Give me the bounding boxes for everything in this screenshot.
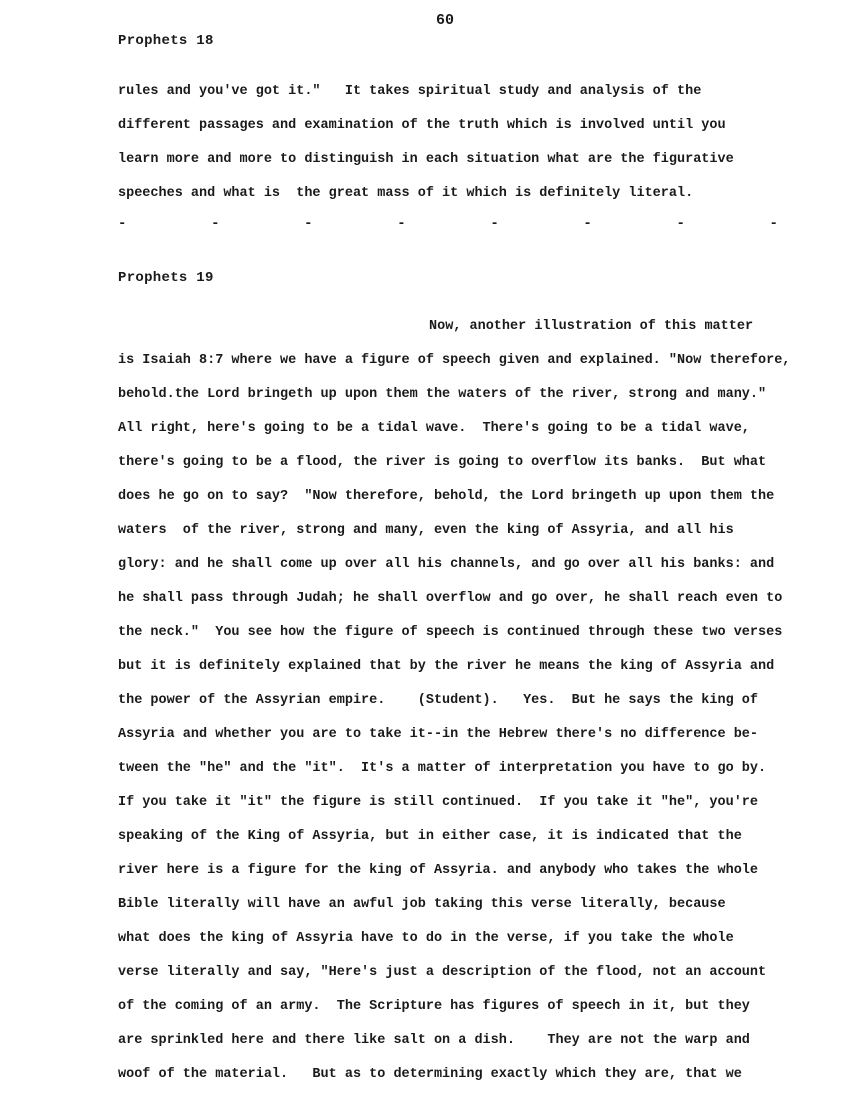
text-line: Now, another illustration of this matter xyxy=(429,319,754,334)
text-line: the neck." You see how the figure of speech is continued through these two verses xyxy=(118,625,783,640)
text-line: of the coming of an army. The Scripture has figures of speech in it, but they xyxy=(118,999,750,1014)
text-line: behold.the Lord bringeth up upon them the waters of the river, strong and many." xyxy=(118,387,767,402)
text-line: what does the king of Assyria have to do in the verse, if you take the whole xyxy=(118,931,734,946)
text-line: are sprinkled here and there like salt on a dish. They are not the warp and xyxy=(118,1033,750,1048)
text-line: learn more and more to distinguish in each situation what are the figurative xyxy=(118,152,734,167)
text-line: woof of the material. But as to determining exactly which they are, that we xyxy=(118,1067,742,1082)
paragraph-body xyxy=(118,316,828,1098)
text-line: the power of the Assyrian empire. (Student). Yes. But he says the king of xyxy=(118,693,759,708)
text-line: Assyria and whether you are to take it--in the Hebrew there's no difference be- xyxy=(118,727,759,742)
divider-dash: - xyxy=(211,216,220,232)
text-line: If you take it "it" the figure is still continued. If you take it "he", you're xyxy=(118,795,759,810)
text-line: he shall pass through Judah; he shall overflow and go over, he shall reach even to xyxy=(118,591,783,606)
text-line: but it is definitely explained that by the river he means the king of Assyria and xyxy=(118,659,775,674)
page-number: 60 xyxy=(436,12,455,29)
text-line: speeches and what is the great mass of it which is definitely literal. xyxy=(118,186,694,201)
divider-dash: - xyxy=(490,216,499,232)
divider-dash: - xyxy=(583,216,592,232)
section-label: Prophets 19 xyxy=(118,270,214,286)
text-line: does he go on to say? "Now therefore, behold, the Lord bringeth up upon them the xyxy=(118,489,775,504)
section-divider xyxy=(118,216,778,232)
text-line: there's going to be a flood, the river is going to overflow its banks. But what xyxy=(118,455,767,470)
divider-dash: - xyxy=(676,216,685,232)
text-line: glory: and he shall come up over all his channels, and go over all his banks: and xyxy=(118,557,775,572)
running-header: Prophets 18 xyxy=(118,33,214,49)
paragraph-continuation xyxy=(118,81,818,217)
text-line: different passages and examination of the truth which is involved until you xyxy=(118,118,726,133)
divider-dash: - xyxy=(769,216,778,232)
text-line: is Isaiah 8:7 where we have a figure of speech given and explained. "Now therefore, xyxy=(118,353,791,368)
text-line: All right, here's going to be a tidal wave. There's going to be a tidal wave, xyxy=(118,421,750,436)
text-line: verse literally and say, "Here's just a description of the flood, not an account xyxy=(118,965,767,980)
divider-dash: - xyxy=(304,216,313,232)
text-line: Bible literally will have an awful job taking this verse literally, because xyxy=(118,897,726,912)
divider-dash: - xyxy=(118,216,127,232)
text-line: rules and you've got it." It takes spiritual study and analysis of the xyxy=(118,84,702,99)
text-line: tween the "he" and the "it". It's a matter of interpretation you have to go by. xyxy=(118,761,767,776)
text-line: river here is a figure for the king of Assyria. and anybody who takes the whole xyxy=(118,863,759,878)
text-line: waters of the river, strong and many, even the king of Assyria, and all his xyxy=(118,523,734,538)
divider-dash: - xyxy=(397,216,406,232)
text-line: speaking of the King of Assyria, but in either case, it is indicated that the xyxy=(118,829,742,844)
